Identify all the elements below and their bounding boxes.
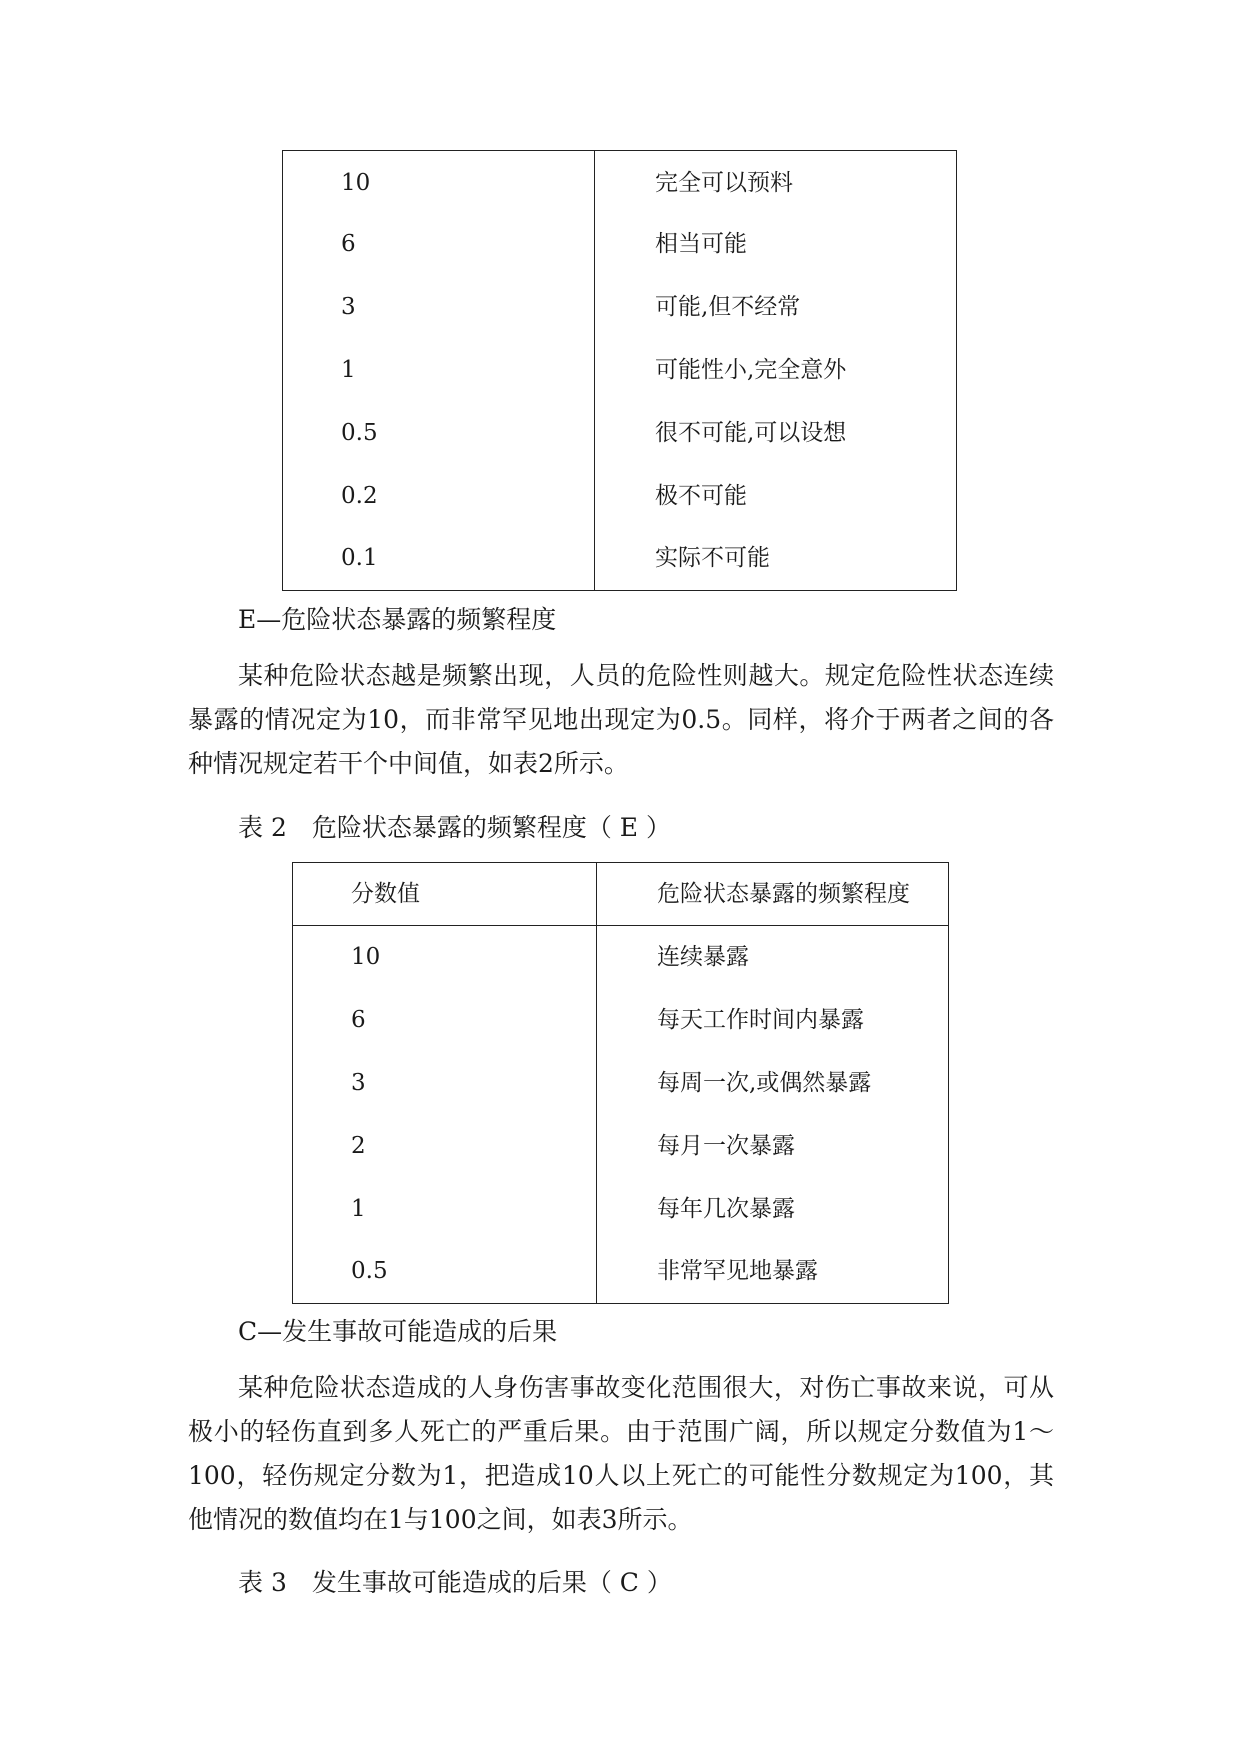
description-cell: 每周一次,或偶然暴露: [657, 1069, 872, 1096]
table-row: [283, 465, 957, 528]
score-cell: 0.2: [283, 465, 595, 528]
table3-caption: 表 3 发生事故可能造成的后果（ C ）: [238, 1568, 672, 1597]
table-row: [283, 151, 957, 214]
table-row: [283, 213, 957, 276]
description-cell: 每月一次暴露: [657, 1132, 795, 1159]
score-cell: 10: [283, 151, 595, 214]
description-cell: 很不可能,可以设想: [655, 419, 847, 446]
score-cell: 10: [293, 926, 597, 989]
section-e-heading: E—危险状态暴露的频繁程度: [238, 605, 557, 634]
description-cell: 完全可以预料: [655, 169, 793, 196]
description-cell: 实际不可能: [655, 545, 770, 572]
header-score: 分数值: [293, 863, 597, 926]
table-row: [293, 989, 949, 1052]
score-cell: 3: [283, 276, 595, 339]
table-row: [283, 276, 957, 339]
table-row: [293, 1115, 949, 1178]
table-row: [293, 1052, 949, 1115]
score-cell: 6: [293, 989, 597, 1052]
score-cell: 0.5: [293, 1241, 597, 1304]
section-c-paragraph: 某种危险状态造成的人身伤害事故变化范围很大，对伤亡事故来说，可从极小的轻伤直到多人死亡的严重后果。由于范围广阔，所以规定分数值为1～100，轻伤规定分数为1，把造成10人以上死亡的可能性分数规定为100，其他情况的数值均在1与100之间，如表3所示。: [188, 1373, 1054, 1534]
score-cell: 0.5: [283, 402, 595, 465]
table2-caption: 表 2 危险状态暴露的频繁程度（ E ）: [238, 813, 671, 842]
description-cell: 每年几次暴露: [657, 1195, 795, 1222]
score-cell: 0.1: [283, 528, 595, 591]
table-row: [283, 528, 957, 591]
score-cell: 3: [293, 1052, 597, 1115]
table-row: [283, 402, 957, 465]
exposure-frequency-table: [292, 862, 949, 1304]
description-cell: 非常罕见地暴露: [657, 1258, 818, 1285]
description-cell: 可能性小,完全意外: [655, 356, 847, 383]
table-row: [293, 926, 949, 989]
score-cell: 1: [283, 339, 595, 402]
score-cell: 6: [283, 213, 595, 276]
description-cell: 相当可能: [655, 231, 747, 258]
likelihood-table: [282, 150, 957, 591]
description-cell: 极不可能: [655, 482, 747, 509]
table-row: [283, 339, 957, 402]
description-cell: 每天工作时间内暴露: [657, 1006, 864, 1033]
description-cell: 连续暴露: [657, 943, 749, 970]
table-row: [293, 1178, 949, 1241]
table-header-row: [293, 863, 949, 926]
score-cell: 2: [293, 1115, 597, 1178]
score-cell: 1: [293, 1178, 597, 1241]
section-c-heading: C—发生事故可能造成的后果: [238, 1317, 558, 1346]
description-cell: 可能,但不经常: [655, 294, 801, 321]
header-description: 危险状态暴露的频繁程度: [597, 863, 949, 926]
section-e-paragraph: 某种危险状态越是频繁出现，人员的危险性则越大。规定危险性状态连续暴露的情况定为10，而非常罕见地出现定为0.5。同样，将介于两者之间的各种情况规定若干个中间值，如表2所示。: [188, 661, 1054, 778]
table-row: [293, 1241, 949, 1304]
